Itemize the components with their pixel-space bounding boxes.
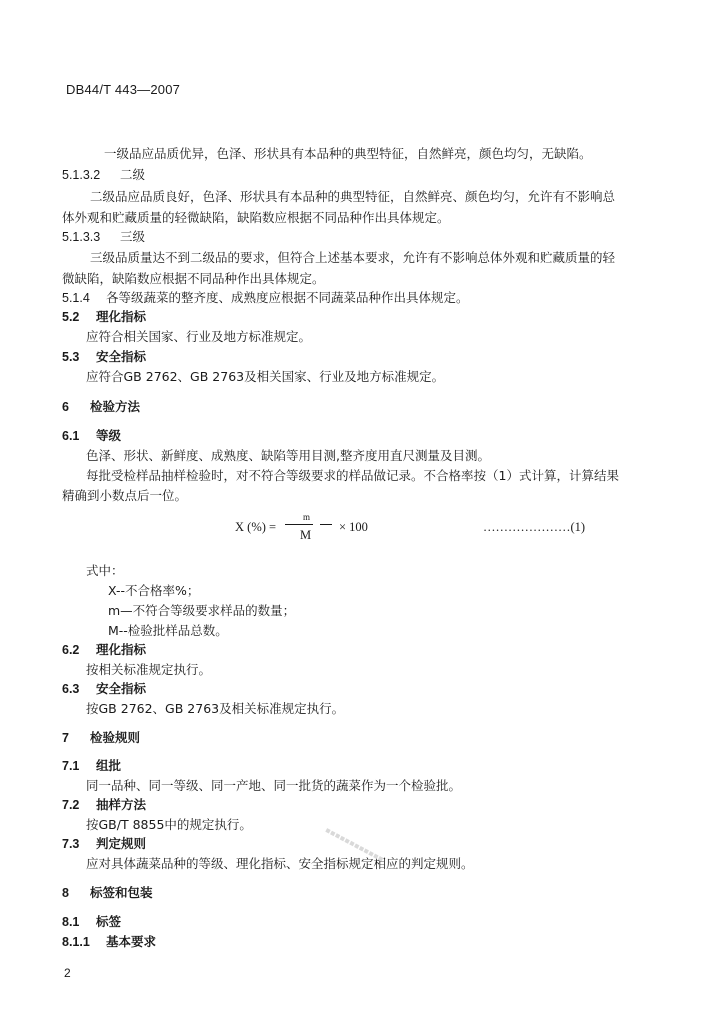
formula-multiplier: × 100: [339, 520, 368, 534]
paragraph-grade-three-line2: 微缺陷，缺陷数应根据不同品种作出具体规定。: [62, 271, 325, 286]
clause-number: 5.1.3.3: [62, 230, 101, 244]
paragraph-5-3: 应符合GB 2762、GB 2763及相关国家、行业及地方标准规定。: [86, 369, 445, 384]
clause-6-1-heading: [62, 428, 121, 444]
section-title: 检验规则: [90, 730, 141, 745]
variable-x-definition: X--不合格率%；: [108, 583, 200, 598]
paragraph-6-1-line3: 精确到小数点后一位。: [62, 488, 188, 503]
paragraph-7-1: 同一品种、同一等级、同一产地、同一批货的蔬菜作为一个检验批。: [86, 778, 462, 793]
section-number: 6: [62, 400, 69, 414]
clause-5-1-4: [62, 290, 469, 306]
clause-title: 判定规则: [96, 836, 147, 851]
section-number: 7: [62, 731, 69, 745]
clause-6-2-heading: [62, 642, 146, 658]
clause-title: 抽样方法: [96, 797, 147, 812]
clause-5-1-3-2: [62, 167, 145, 183]
formula-dash: [320, 524, 332, 525]
formula-numerator: m: [303, 512, 311, 522]
page-number: 2: [64, 966, 71, 980]
variable-M-definition: M--检验批样品总数。: [108, 623, 228, 638]
section-6-heading: [62, 399, 140, 415]
clause-title: 等级: [96, 428, 122, 443]
faint-watermark-mark: ▪▪▪▪▪▪▪▪▪▪▪▪: [323, 825, 386, 864]
paragraph-grade-three-line1: 三级品质量达不到二级品的要求，但符合上述基本要求，允许有不影响总体外观和贮藏质量的轻: [90, 250, 616, 265]
clause-number: 7.1: [62, 759, 80, 773]
paragraph-6-1-line1: 色泽、形状、新鲜度、成熟度、缺陷等用目测,整齐度用直尺测量及目测。: [86, 448, 490, 463]
paragraph-6-1-line2: 每批受检样品抽样检验时，对不符合等级要求的样品做记录。不合格率按（1）式计算，计算结果: [86, 468, 619, 483]
paragraph-6-3: 按GB 2762、GB 2763及相关标准规定执行。: [86, 701, 345, 716]
clause-title: 组批: [96, 758, 122, 773]
formula-denominator: M: [300, 528, 312, 542]
section-title: 检验方法: [90, 399, 141, 414]
clause-number: 5.2: [62, 310, 80, 324]
clause-number: 5.1.4: [62, 291, 90, 305]
clause-5-2-heading: [62, 309, 146, 325]
section-number: 8: [62, 886, 69, 900]
clause-title: 二级: [120, 167, 146, 182]
clause-number: 6.1: [62, 429, 80, 443]
clause-8-1-1-heading: [62, 934, 156, 950]
paragraph-grade-two-line1: 二级品应品质良好，色泽、形状具有本品种的典型特征，自然鲜亮、颜色均匀，允许有不影响总: [90, 189, 616, 204]
clause-number: 7.3: [62, 837, 80, 851]
clause-number: 5.3: [62, 350, 80, 364]
paragraph-grade-two-line2: 体外观和贮藏质量的轻微缺陷，缺陷数应根据不同品种作出具体规定。: [62, 210, 450, 225]
clause-title: 理化指标: [96, 642, 147, 657]
clause-title: 安全指标: [96, 681, 147, 696]
formula-1: [235, 512, 635, 545]
clause-number: 5.1.3.2: [62, 168, 101, 182]
fraction-bar: [285, 524, 313, 525]
paragraph-5-2: 应符合相关国家、行业及地方标准规定。: [86, 329, 312, 344]
clause-7-3-heading: [62, 836, 146, 852]
clause-title: 理化指标: [96, 309, 147, 324]
clause-5-1-3-3: [62, 229, 145, 245]
section-7-heading: [62, 730, 140, 746]
clause-6-3-heading: [62, 681, 146, 697]
clause-7-1-heading: [62, 758, 121, 774]
formula-lhs: X (%) =: [235, 520, 277, 534]
variable-m-definition: m—不符合等级要求样品的数量；: [108, 603, 296, 618]
clause-title: 三级: [120, 229, 146, 244]
clause-8-1-heading: [62, 914, 121, 930]
clause-text: 各等级蔬菜的整齐度、成熟度应根据不同蔬菜品种作出具体规定。: [106, 290, 469, 305]
clause-title: 基本要求: [106, 934, 157, 949]
section-8-heading: [62, 885, 153, 901]
clause-number: 6.2: [62, 643, 80, 657]
paragraph-7-3: 应对具体蔬菜品种的等级、理化指标、安全指标规定相应的判定规则。: [86, 856, 474, 871]
clause-number: 8.1: [62, 915, 80, 929]
clause-number: 7.2: [62, 798, 80, 812]
paragraph-7-2: 按GB/T 8855中的规定执行。: [86, 817, 252, 832]
standard-code-header: DB44/T 443—2007: [66, 82, 181, 97]
paragraph-grade-one: 一级品应品质优异，色泽、形状具有本品种的典型特征，自然鲜亮，颜色均匀，无缺陷。: [104, 146, 592, 161]
clause-7-2-heading: [62, 797, 146, 813]
clause-5-3-heading: [62, 349, 146, 365]
section-title: 标签和包装: [90, 885, 153, 900]
where-label: 式中：: [86, 563, 124, 578]
clause-title: 安全指标: [96, 349, 147, 364]
clause-number: 8.1.1: [62, 935, 90, 949]
clause-title: 标签: [96, 914, 122, 929]
formula-reference: …………………(1): [483, 520, 586, 534]
paragraph-6-2: 按相关标准规定执行。: [86, 662, 212, 677]
clause-number: 6.3: [62, 682, 80, 696]
